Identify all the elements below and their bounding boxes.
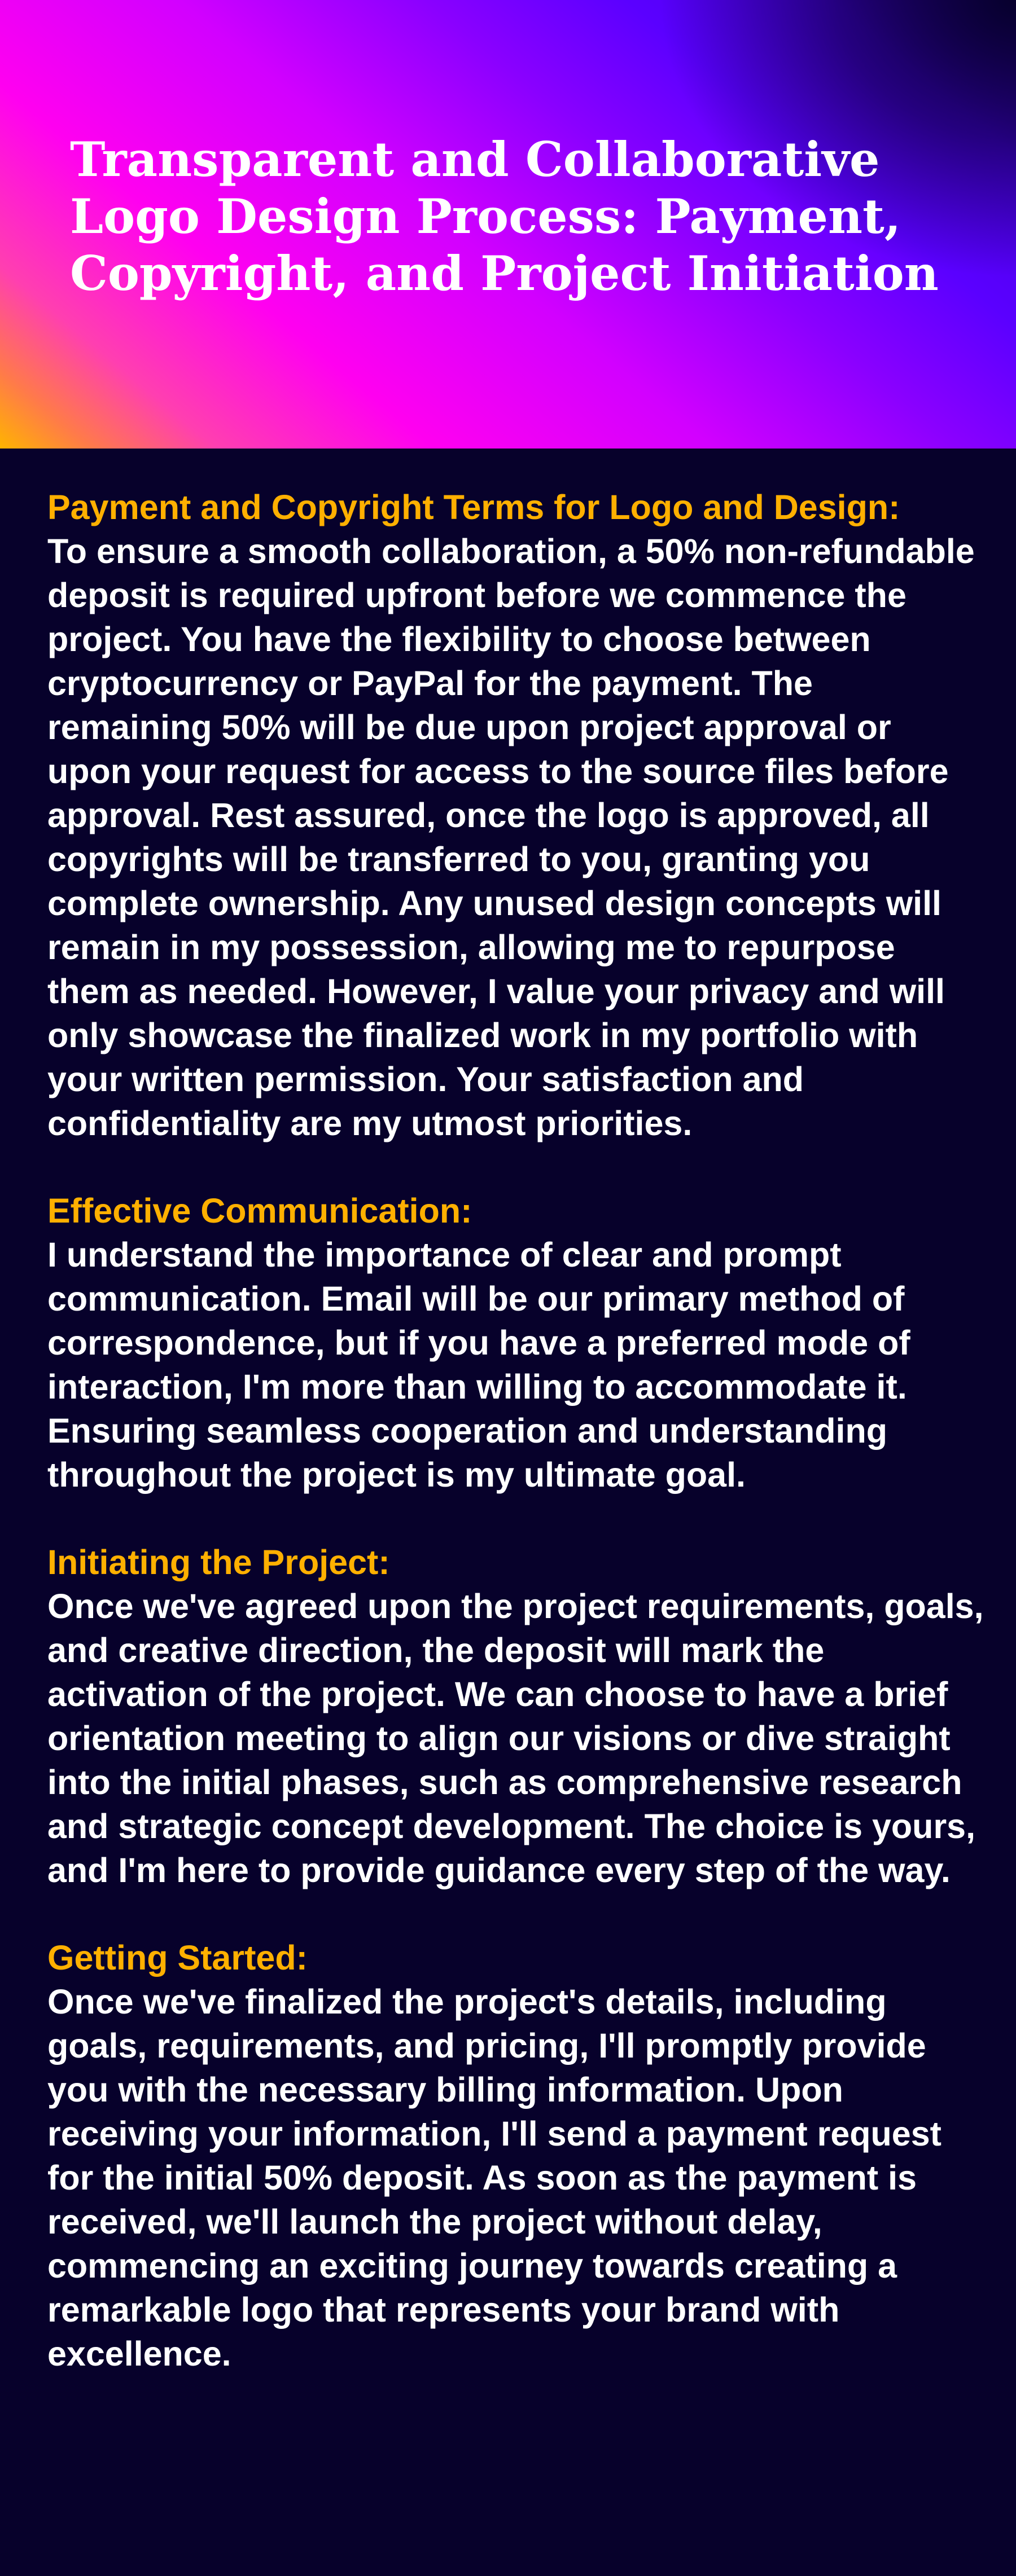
hero-banner [0, 0, 1016, 449]
section-getting-started [47, 1936, 984, 2376]
section-payment-copyright [47, 485, 984, 1145]
section-initiating [47, 1540, 984, 1892]
section-communication [47, 1189, 984, 1497]
section-heading: Effective Communication: [47, 1192, 472, 1230]
section-heading: Payment and Copyright Terms for Logo and Design: [47, 488, 900, 526]
section-body: I understand the importance of clear and prompt communication. Email will be our primary method of correspondence, but if you have a preferred mode of interaction, I'm more than willing to accommodate it. Ensuring seamless cooperation and understanding throughout the project is my ultimate goal. [47, 1236, 910, 1494]
main-content [47, 485, 984, 2419]
section-heading: Getting Started: [47, 1938, 308, 1977]
section-body: To ensure a smooth collaboration, a 50% non-refundable deposit is required upfront before we commence the project. You have the flexibility to choose between cryptocurrency or PayPal for the payment. The remaining 50% will be due upon project approval or upon your request for access to the source files before approval. Rest assured, once the logo is approved, all copyrights will be transferred to you, granting you complete ownership. Any unused design concepts will remain in my possession, allowing me to repurpose them as needed. However, I value your privacy and will only showcase the finalized work in my portfolio with your written permission. Your satisfaction and confidentiality are my utmost priorities. [47, 532, 975, 1142]
section-heading: Initiating the Project: [47, 1543, 390, 1581]
page-title: Transparent and Collaborative Logo Design Process: Payment, Copyright, and Project Initiation [70, 131, 939, 301]
section-body: Once we've finalized the project's details, including goals, requirements, and pricing, I'll promptly provide you with the necessary billing information. Upon receiving your information, I'll send a payment request for the initial 50% deposit. As soon as the payment is received, we'll launch the project without delay, commencing an exciting journey towards creating a remarkable logo that represents your brand with excellence. [47, 1982, 941, 2373]
section-body: Once we've agreed upon the project requirements, goals, and creative direction, the deposit will mark the activation of the project. We can choose to have a brief orientation meeting to align our visions or dive straight into the initial phases, such as comprehensive research and strategic concept development. The choice is yours, and I'm here to provide guidance every step of the way. [47, 1587, 984, 1889]
